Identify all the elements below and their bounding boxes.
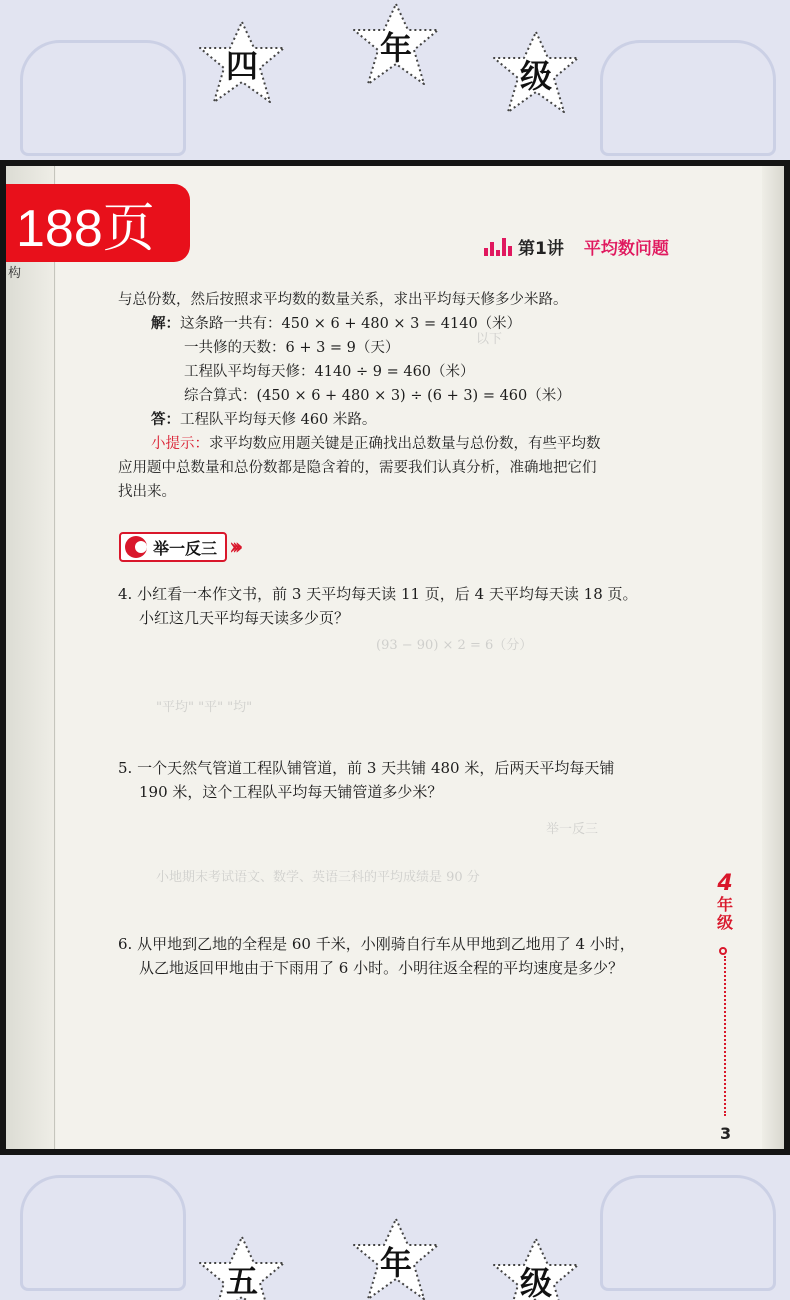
solution-line	[151, 312, 521, 336]
problem-text: 一个天然气管道工程队铺管道，前 3 天共铺 480 米，后两天平均每天铺	[137, 759, 615, 777]
answer-label: 答：	[151, 412, 180, 428]
side-grade-char: 级	[716, 913, 733, 932]
book-decoration	[20, 40, 186, 156]
problem-number: 6.	[118, 935, 133, 953]
page-number: 3	[720, 1124, 732, 1143]
book-spine	[6, 166, 56, 1149]
solution-line: 工程队平均每天修：4140 ÷ 9 = 460（米）	[184, 364, 475, 380]
answer-text: 工程队平均每天修 460 米路。	[180, 412, 377, 428]
bleed-through-text: 举一反三	[546, 822, 599, 837]
solution-text: 这条路一共有：450 × 6 + 480 × 3 = 4140（米）	[180, 316, 522, 332]
problem	[118, 756, 614, 780]
tip-line: 找出来。	[118, 484, 176, 500]
grade-star	[350, 0, 442, 92]
problem-text: 从甲地到乙地的全程是 60 千米，小刚骑自行车从甲地到乙地用了 4 小时，	[137, 935, 635, 953]
tip-text: 求平均数应用题关键是正确找出总数量与总份数，有些平均数	[209, 436, 601, 452]
page-edge	[762, 166, 784, 1149]
page-count-badge: 188页	[6, 184, 190, 262]
side-grade-marker	[712, 871, 738, 932]
solution-line: 一共修的天数：6 + 3 = 9（天）	[184, 340, 400, 356]
problem-text: 小红看一本作文书，前 3 天平均每天读 11 页，后 4 天平均每天读 18 页。	[137, 585, 638, 603]
problem	[118, 932, 635, 956]
lecture-topic: 平均数问题	[583, 239, 669, 259]
book-decoration	[600, 40, 776, 156]
book-page	[6, 166, 784, 1149]
grade-star	[196, 1233, 288, 1300]
section-tag	[119, 532, 237, 562]
page-photo-frame	[0, 160, 790, 1155]
answer-line	[151, 408, 376, 432]
banner-char: 五	[225, 1262, 258, 1300]
lecture-number: 第1讲	[518, 239, 564, 259]
side-grade-char: 年	[716, 895, 733, 914]
grade-star	[490, 1235, 582, 1300]
solution-line: 综合算式：(450 × 6 + 480 × 3) ÷ (6 + 3) = 460（米）	[184, 388, 571, 404]
banner-char: 年	[379, 29, 412, 67]
chevrons-icon: ›››	[229, 534, 238, 560]
tip-line	[151, 432, 601, 456]
banner-char: 级	[519, 57, 552, 95]
grade-star	[196, 18, 288, 110]
problem-text: 小红这几天平均每天读多少页？	[139, 609, 350, 627]
banner-char: 级	[519, 1264, 552, 1300]
dotted-line-decoration	[724, 956, 726, 1116]
section-tag-box	[119, 532, 227, 562]
grade-star	[350, 1215, 442, 1300]
pacman-icon	[125, 536, 147, 558]
tip-line: 应用题中总数量和总份数都是隐含着的，需要我们认真分析，准确地把它们	[118, 460, 597, 476]
section-tag-label: 举一反三	[153, 538, 218, 558]
problem-number: 5.	[118, 759, 133, 777]
bleed-through-text: 以下	[476, 332, 503, 347]
spine-char: 构	[8, 266, 22, 281]
bleed-through-text: (93 − 90) × 2 = 6（分）	[376, 638, 533, 653]
problem-number: 4.	[118, 585, 133, 603]
dot-circle-decoration	[719, 947, 727, 955]
side-grade-number: 4	[717, 871, 733, 896]
solution-intro: 与总份数，然后按照求平均数的数量关系，求出平均每天修多少米路。	[118, 292, 568, 308]
tip-label: 小提示：	[151, 436, 209, 452]
spine-line	[54, 166, 55, 1149]
banner-char: 年	[379, 1244, 412, 1282]
top-banner	[0, 0, 790, 160]
bleed-through-text: 小地期末考试语文、数学、英语三科的平均成绩是 90 分	[156, 870, 480, 885]
problem	[118, 582, 638, 606]
problem-text: 190 米，这个工程队平均每天铺管道多少米？	[139, 783, 443, 801]
solution-label: 解：	[151, 316, 180, 332]
bleed-through-text: "平均" "平" "均"	[156, 700, 253, 715]
banner-char: 四	[225, 47, 258, 85]
book-decoration	[600, 1175, 776, 1291]
chapter-header	[484, 234, 669, 259]
bottom-banner	[0, 1155, 790, 1300]
book-decoration	[20, 1175, 186, 1291]
problem-text: 从乙地返回甲地由于下雨用了 6 小时。小明往返全程的平均速度是多少？	[139, 959, 624, 977]
grade-star	[490, 28, 582, 120]
bars-icon	[484, 238, 512, 256]
